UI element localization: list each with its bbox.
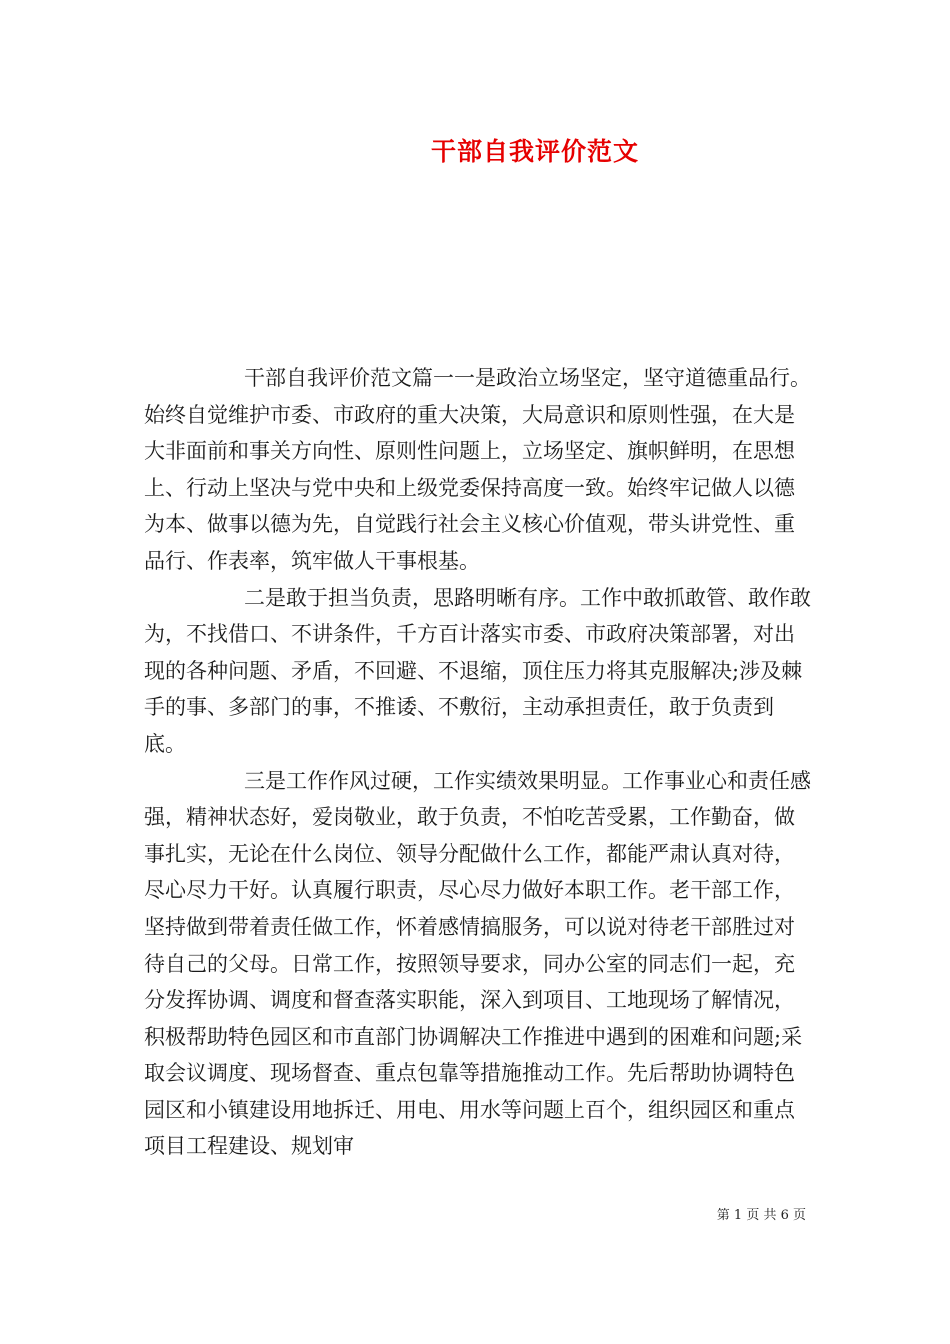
paragraph-2: 二是敢于担当负责，思路明晰有序。工作中敢抓敢管、敢作敢为，不找借口、不讲条件，千方百计落实市委、市政府决策部署，对出现的各种问题、矛盾，不回避、不退缩，顶住压力将其克服解决;涉及棘手的事、多部门的事，不推诿、不敷衍，主动承担责任，敢于负责到底。 [144,585,811,756]
paragraph-1: 干部自我评价范文篇一一是政治立场坚定，坚守道德重品行。始终自觉维护市委、市政府的重大决策，大局意识和原则性强，在大是大非面前和事关方向性、原则性问题上，立场坚定、旗帜鲜明，在思想上、行动上坚决与党中央和上级党委保持高度一致。始终牢记做人以德为本、做事以德为先，自觉践行社会主义核心价值观，带头讲党性、重品行、作表率，筑牢做人干事根基。 [144,366,811,573]
document-title: 干部自我评价范文 [430,137,639,166]
paragraph-3: 三是工作作风过硬，工作实绩效果明显。工作事业心和责任感强，精神状态好，爱岗敬业，敢于负责，不怕吃苦受累，工作勤奋，做事扎实，无论在什么岗位、领导分配做什么工作，都能严肃认真对待，尽心尽力干好。认真履行职责，尽心尽力做好本职工作。老干部工作，坚持做到带着责任做工作，怀着感情搞服务，可以说对待老干部胜过对待自己的父母。日常工作，按照领导要求，同办公室的同志们一起，充分发挥协调、调度和督查落实职能，深入到项目、工地现场了解情况，积极帮助特色园区和市直部门协调解决工作推进中遇到的困难和问题;采取会议调度、现场督查、重点包靠等措施推动工作。先后帮助协调特色园区和小镇建设用地拆迁、用电、用水等问题上百个，组织园区和重点项目工程建设、规划审 [144,768,811,1159]
document-body [144,360,814,1165]
page-number-footer: 第 1 页 共 6 页 [716,1208,806,1223]
